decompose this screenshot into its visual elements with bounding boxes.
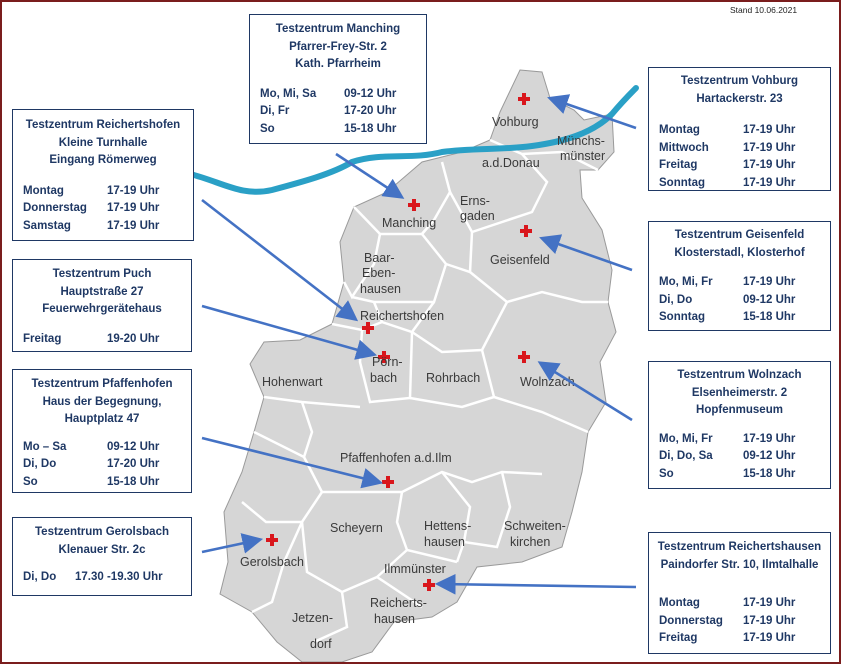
center-location: Hopfenmuseum bbox=[696, 404, 783, 416]
schedule-row: So 15-18 Uhr bbox=[659, 467, 796, 480]
center-location: Eingang Römerweg bbox=[49, 154, 157, 166]
schedule-row: Freitag 17-19 Uhr bbox=[659, 632, 796, 644]
center-box-vohburg bbox=[648, 67, 831, 191]
center-box-reichertshausen bbox=[648, 532, 831, 654]
schedule-row: Freitag 19-20 Uhr bbox=[23, 332, 160, 345]
center-box-pfaffenhofen bbox=[12, 369, 192, 493]
schedule-row: Montag 17-19 Uhr bbox=[23, 184, 160, 197]
center-title: Testzentrum Manching bbox=[275, 23, 401, 35]
center-title: Testzentrum Puch bbox=[52, 268, 152, 280]
schedule-row: Mo, Mi, Fr 17-19 Uhr bbox=[659, 276, 796, 288]
center-title: Testzentrum Wolnzach bbox=[677, 369, 802, 381]
schedule-row: Di, Do 09-12 Uhr bbox=[659, 293, 796, 306]
center-title: Testzentrum Vohburg bbox=[680, 75, 799, 87]
center-address: Hauptstraße 27 bbox=[60, 285, 144, 298]
center-address: Haus der Begegnung, bbox=[42, 395, 162, 408]
schedule-row: Montag 17-19 Uhr bbox=[659, 597, 796, 609]
place-geisenfeld: Geisenfeld bbox=[490, 253, 550, 267]
center-address: Klenauer Str. 2c bbox=[58, 543, 146, 556]
center-location: Feuerwehrgerätehaus bbox=[42, 303, 162, 315]
place-jetzendorf: Jetzen-dorf bbox=[292, 611, 333, 651]
schedule-row: Mo, Mi, Sa 09-12 Uhr bbox=[260, 87, 397, 100]
center-title: Testzentrum Gerolsbach bbox=[35, 526, 169, 538]
place-adonau: a.d.Donau bbox=[482, 156, 540, 170]
schedule-row: So 15-18 Uhr bbox=[260, 122, 397, 135]
schedule-row: Di, Fr 17-20 Uhr bbox=[260, 105, 397, 117]
schedule-row: Montag 17-19 Uhr bbox=[659, 124, 796, 136]
center-box-geisenfeld bbox=[648, 221, 831, 331]
place-poernbach: Pörn-bach bbox=[370, 355, 403, 385]
place-reichertshausen: Reicherts-hausen bbox=[370, 596, 427, 626]
schedule-row: Mo, Mi, Fr 17-19 Uhr bbox=[659, 432, 796, 445]
place-wolnzach: Wolnzach bbox=[520, 375, 575, 389]
schedule-row: So 15-18 Uhr bbox=[23, 475, 160, 488]
place-rohrbach: Rohrbach bbox=[426, 371, 481, 385]
center-box-gerolsbach bbox=[12, 517, 192, 596]
center-location: Hauptplatz 47 bbox=[64, 413, 140, 425]
place-hohenwart: Hohenwart bbox=[262, 375, 323, 389]
place-reichertshofen: Reichertshofen bbox=[360, 309, 445, 323]
schedule-row: Sonntag 15-18 Uhr bbox=[659, 311, 796, 323]
center-box-puch bbox=[12, 259, 192, 352]
schedule-row: Di, Do 17.30 -19.30 Uhr bbox=[23, 571, 163, 583]
place-vohburg: Vohburg bbox=[492, 115, 539, 129]
center-address: Klosterstadl, Klosterhof bbox=[674, 246, 805, 259]
place-schweitenkirchen: Schweiten-kirchen bbox=[504, 519, 566, 549]
center-box-wolnzach bbox=[648, 361, 831, 489]
center-address: Pfarrer-Frey-Str. 2 bbox=[289, 40, 387, 53]
schedule-row: Samstag 17-19 Uhr bbox=[23, 219, 160, 232]
schedule-row: Freitag 17-19 Uhr bbox=[659, 159, 796, 171]
center-address: Elsenheimerstr. 2 bbox=[691, 386, 788, 399]
center-address: Kleine Turnhalle bbox=[58, 136, 148, 149]
center-location: Kath. Pfarrheim bbox=[295, 58, 381, 70]
place-gerolsbach: Gerolsbach bbox=[240, 555, 304, 569]
place-scheyern: Scheyern bbox=[330, 521, 383, 535]
place-muenchsmuenster-1: Münchs-münster bbox=[557, 134, 606, 163]
place-manching: Manching bbox=[382, 216, 437, 230]
center-title: Testzentrum Reichertshofen bbox=[25, 119, 181, 131]
center-title: Testzentrum Reichertshausen bbox=[657, 541, 822, 553]
schedule-row: Di, Do, Sa 09-12 Uhr bbox=[659, 450, 796, 462]
place-hettenshausen: Hettens-hausen bbox=[424, 519, 472, 549]
schedule-row: Mittwoch 17-19 Uhr bbox=[659, 141, 796, 154]
place-baar-ebenhausen: Baar-Eben-hausen bbox=[360, 251, 402, 296]
schedule-row: Donnerstag 17-19 Uhr bbox=[659, 614, 796, 627]
center-address: Hartackerstr. 23 bbox=[696, 92, 783, 105]
schedule-row: Di, Do 17-20 Uhr bbox=[23, 458, 160, 470]
place-pfaffenhofen: Pfaffenhofen a.d.Ilm bbox=[340, 451, 452, 465]
center-title: Testzentrum Geisenfeld bbox=[674, 229, 805, 241]
schedule-row: Mo – Sa 09-12 Uhr bbox=[23, 440, 160, 453]
center-address: Paindorfer Str. 10, Ilmtalhalle bbox=[660, 558, 819, 571]
schedule-row: Donnerstag 17-19 Uhr bbox=[23, 202, 160, 214]
center-title: Testzentrum Pfaffenhofen bbox=[31, 378, 173, 390]
place-ilmmuenster: Ilmmünster bbox=[384, 562, 446, 576]
place-ernsgaden: Erns-gaden bbox=[460, 194, 495, 223]
center-box-reichertshofen bbox=[12, 109, 194, 241]
center-box-manching bbox=[249, 14, 427, 144]
stand-date: Stand 10.06.2021 bbox=[730, 5, 798, 15]
schedule-row: Sonntag 17-19 Uhr bbox=[659, 176, 796, 189]
